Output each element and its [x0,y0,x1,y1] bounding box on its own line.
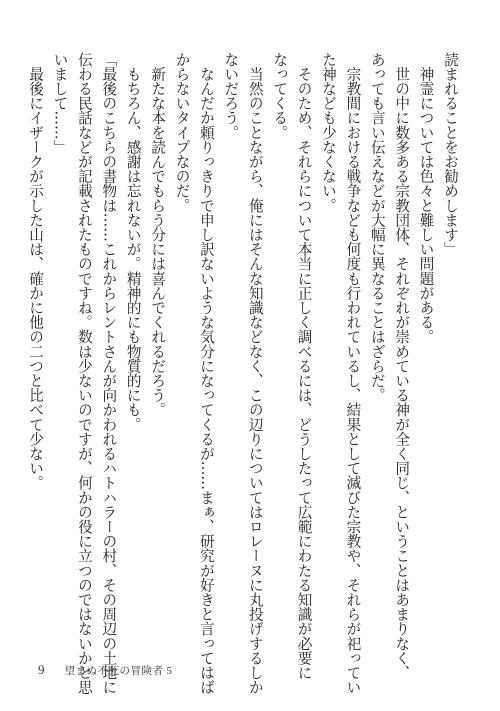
text-line: 新たな本を読んでもらう分には喜んでくれるだろう。 [149,52,167,417]
text-line: もちろん、感謝は忘れないが。精神的にも物質的にも。 [124,52,142,432]
text-line: 当然のことながら、俺にはそんな知識などなく、この辺りについてはロレーヌに丸投げするしか [246,52,264,695]
page-footer [38,662,172,678]
text-line: からないタイプなのだ。 [173,52,191,213]
text-line: た神なども少なくない。 [319,52,337,213]
text-line: 神霊については色々と難しい問題がある。 [417,52,435,344]
text-line: なってくる。 [271,52,289,140]
text-line: そのため、それらについて本当に正しく調べるには、どうしたって広範にわたる知識が必要に [295,52,313,680]
page-number: 9 [38,662,45,677]
text-line: なんだか頼りっきりで申し訳ないような気分になってくるが……まぁ、研究が好きと言ってはば [197,52,215,695]
text-line: 最後にイザークが示した山は、確かに他の二つと比べて少ない。 [27,52,45,490]
text-line: 「最後のこちらの書物は……これからレントさんが向かわれるハトハラーの村、その周辺の土地に [100,52,118,695]
text-line: いまして……」 [51,52,69,155]
text-line: あっても言い伝えなどが大幅に異なることはざらだ。 [368,52,386,403]
text-line: 世の中に数多ある宗教団体、それぞれが崇めている神が全く同じ、ということはあまりなく、 [393,52,411,680]
text-line: 宗教間における戦争なども何度も行われているし、結果として滅びた宗教や、それらが祀ってい [344,52,362,695]
book-title: 望まぬ不死の冒険者 5 [64,666,173,677]
text-line: 読まれることをお勧めします」 [442,52,459,257]
text-line: ないだろう。 [222,52,240,140]
text-line: 伝わる民話などが記載されたものですね。数は少ないのですが、何かの役に立つのではないかと思 [75,52,93,695]
